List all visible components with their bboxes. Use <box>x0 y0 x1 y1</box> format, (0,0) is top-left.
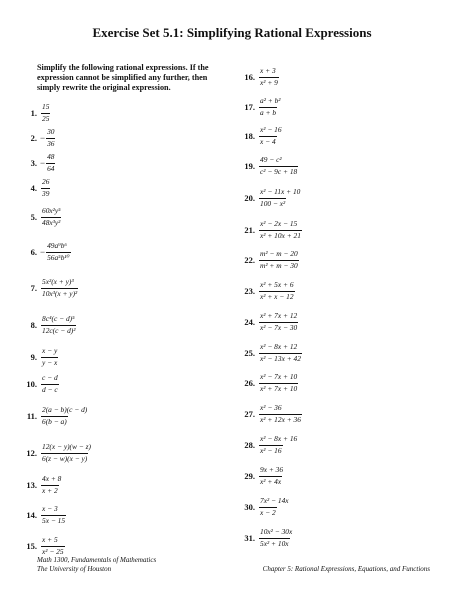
denominator: x² − 16 <box>260 445 282 455</box>
denominator: 100 − x² <box>260 198 286 208</box>
problem-number: 11. <box>26 411 37 421</box>
fraction <box>259 373 298 393</box>
denominator: x² + x − 12 <box>260 291 294 301</box>
problem-number: 28. <box>244 440 255 450</box>
problem-number: 5. <box>30 212 37 222</box>
problem-item <box>15 179 50 197</box>
problem-number: 23. <box>244 286 255 296</box>
denominator: c² − 9c + 18 <box>260 166 298 176</box>
problem-number: 7. <box>30 283 37 293</box>
denominator: 25 <box>42 113 50 123</box>
numerator: 7x² − 14x <box>260 496 289 506</box>
problem-number: 14. <box>26 510 37 520</box>
numerator: x² − 36 <box>260 403 282 413</box>
denominator: 39 <box>42 188 50 198</box>
problem-number: 6. <box>30 247 37 257</box>
denominator: x² + 10x + 21 <box>260 230 301 240</box>
numerator: 12(x − y)(w − z) <box>42 442 91 452</box>
denominator: 64 <box>47 163 55 173</box>
fraction <box>41 475 62 495</box>
problem-number: 24. <box>244 317 255 327</box>
problem-item <box>15 444 92 462</box>
denominator: x² − 25 <box>42 546 64 556</box>
fraction <box>259 188 301 208</box>
numerator: x² − 11x + 10 <box>260 187 301 197</box>
fraction <box>41 103 50 123</box>
numerator: x − 3 <box>42 504 58 514</box>
negative-sign: − <box>40 158 46 168</box>
denominator: x² − 7x − 30 <box>260 322 298 332</box>
problem-item <box>233 498 290 516</box>
numerator: 4x + 8 <box>42 474 62 484</box>
fraction <box>259 404 302 424</box>
fraction <box>259 250 299 270</box>
denominator: x² + 9 <box>260 77 278 87</box>
problem-item <box>15 104 50 122</box>
problem-item <box>15 129 55 147</box>
problem-number: 17. <box>244 102 255 112</box>
problem-number: 26. <box>244 378 255 388</box>
problem-number: 10. <box>26 379 37 389</box>
denominator: 10x³(x + y)² <box>42 288 78 298</box>
denominator: x² + 12x + 36 <box>260 414 301 424</box>
fraction <box>41 406 88 426</box>
problem-item <box>15 208 62 226</box>
problem-item <box>15 407 88 425</box>
problem-number: 3. <box>30 158 37 168</box>
problem-number: 12. <box>26 448 37 458</box>
numerator: 2(a − b)(c − d) <box>42 405 88 415</box>
problem-item <box>233 313 298 331</box>
numerator: m² − m − 20 <box>260 249 298 259</box>
fraction <box>259 435 298 455</box>
problem-number: 19. <box>244 161 255 171</box>
numerator: x² − 7x + 10 <box>260 372 298 382</box>
problem-item <box>15 375 59 393</box>
problem-item <box>15 243 71 261</box>
footer-course-name: Math 1300, Fundamentals of Mathematics <box>37 556 157 564</box>
problem-item <box>233 344 302 362</box>
problem-number: 16. <box>244 72 255 82</box>
numerator: x + 5 <box>42 535 58 545</box>
problem-number: 31. <box>244 533 255 543</box>
problem-number: 15. <box>26 541 37 551</box>
problem-item <box>233 68 279 86</box>
denominator: m² + m − 30 <box>260 260 298 270</box>
numerator: 49a⁹b⁶ <box>47 241 67 251</box>
denominator: 5x − 15 <box>42 515 66 525</box>
fraction <box>259 466 284 486</box>
fraction <box>41 443 92 463</box>
fraction <box>41 347 58 367</box>
fraction <box>259 156 298 176</box>
numerator: 10x² − 30x <box>260 527 293 537</box>
problem-number: 21. <box>244 225 255 235</box>
denominator: y − x <box>42 357 58 367</box>
problem-number: 29. <box>244 471 255 481</box>
fraction <box>259 497 290 517</box>
fraction <box>259 97 282 117</box>
problem-item <box>233 98 282 116</box>
problem-item <box>15 348 58 366</box>
fraction <box>259 220 302 240</box>
fraction <box>46 128 55 148</box>
denominator: x² + 4x <box>260 476 282 486</box>
footer-university: The University of Houston <box>37 565 112 573</box>
denominator: 5x² + 10x <box>260 538 289 548</box>
fraction <box>41 505 66 525</box>
problem-number: 20. <box>244 193 255 203</box>
numerator: x² − 8x + 12 <box>260 342 298 352</box>
problem-number: 2. <box>30 133 37 143</box>
problem-item <box>15 316 76 334</box>
numerator: 15 <box>42 102 50 112</box>
fraction <box>259 281 295 301</box>
numerator: c − d <box>42 373 58 383</box>
fraction <box>41 178 50 198</box>
problem-item <box>233 189 301 207</box>
fraction <box>259 126 283 146</box>
problem-item <box>233 157 298 175</box>
problem-item <box>15 506 66 524</box>
footer-chapter: Chapter 5: Rational Expressions, Equations, and Functions <box>262 565 430 573</box>
denominator: x² + 7x + 10 <box>260 383 298 393</box>
instructions: Simplify the following rational expressions. If the expression cannot be simplified any further, then simply rewrite the original expression. <box>37 63 209 92</box>
problem-number: 8. <box>30 320 37 330</box>
denominator: x − 2 <box>260 507 276 517</box>
problem-item <box>233 374 298 392</box>
fraction <box>41 315 76 335</box>
denominator: 48x³y² <box>42 217 61 227</box>
problem-number: 18. <box>244 131 255 141</box>
fraction <box>41 536 65 556</box>
denominator: 6(z − w)(x − y) <box>42 453 88 463</box>
problem-item <box>233 282 295 300</box>
problem-number: 30. <box>244 502 255 512</box>
numerator: 8c⁴(c − d)⁵ <box>42 314 75 324</box>
fraction <box>46 242 71 262</box>
numerator: x − y <box>42 346 58 356</box>
negative-sign: − <box>40 133 46 143</box>
denominator: 36 <box>47 138 55 148</box>
denominator: x + 2 <box>42 485 58 495</box>
numerator: 5x²(x + y)³ <box>42 277 74 287</box>
problem-item <box>233 467 284 485</box>
problem-item <box>15 476 62 494</box>
fraction <box>259 312 298 332</box>
numerator: x² − 8x + 16 <box>260 434 298 444</box>
numerator: 30 <box>47 127 55 137</box>
denominator: 6(b − a) <box>42 416 67 426</box>
denominator: x − 4 <box>260 136 276 146</box>
problem-item <box>15 537 65 555</box>
numerator: 26 <box>42 177 50 187</box>
numerator: x² − 16 <box>260 125 282 135</box>
fraction <box>41 374 59 394</box>
fraction <box>41 207 62 227</box>
denominator: d − c <box>42 384 58 394</box>
problem-item <box>233 221 302 239</box>
numerator: a² + b² <box>260 96 281 106</box>
problem-item <box>233 251 299 269</box>
fraction <box>259 67 279 87</box>
numerator: 49 − c² <box>260 155 282 165</box>
fraction <box>259 528 293 548</box>
negative-sign: − <box>40 247 46 257</box>
numerator: 48 <box>47 152 55 162</box>
numerator: 60x²y⁵ <box>42 206 61 216</box>
numerator: x + 3 <box>260 66 276 76</box>
denominator: 56a⁵b¹⁰ <box>47 252 70 262</box>
problem-item <box>15 154 55 172</box>
fraction <box>41 278 78 298</box>
problem-number: 13. <box>26 480 37 490</box>
problem-number: 22. <box>244 255 255 265</box>
fraction <box>259 343 302 363</box>
numerator: x² + 7x + 12 <box>260 311 298 321</box>
numerator: x² + 5x + 6 <box>260 280 294 290</box>
page-title: Exercise Set 5.1: Simplifying Rational Expressions <box>92 25 372 40</box>
problem-number: 9. <box>30 352 37 362</box>
fraction <box>46 153 55 173</box>
numerator: 9x + 36 <box>260 465 284 475</box>
problem-item <box>233 127 283 145</box>
problem-item <box>233 436 298 454</box>
denominator: a + b <box>260 107 277 117</box>
problem-item <box>233 529 293 547</box>
denominator: 12c(c − d)² <box>42 325 76 335</box>
numerator: x² − 2x − 15 <box>260 219 298 229</box>
problem-number: 27. <box>244 409 255 419</box>
denominator: x² − 13x + 42 <box>260 353 301 363</box>
problem-item <box>15 279 78 297</box>
problem-number: 4. <box>30 183 37 193</box>
footer-course <box>37 556 156 574</box>
problem-item <box>233 405 302 423</box>
problem-number: 25. <box>244 348 255 358</box>
problem-number: 1. <box>30 108 37 118</box>
